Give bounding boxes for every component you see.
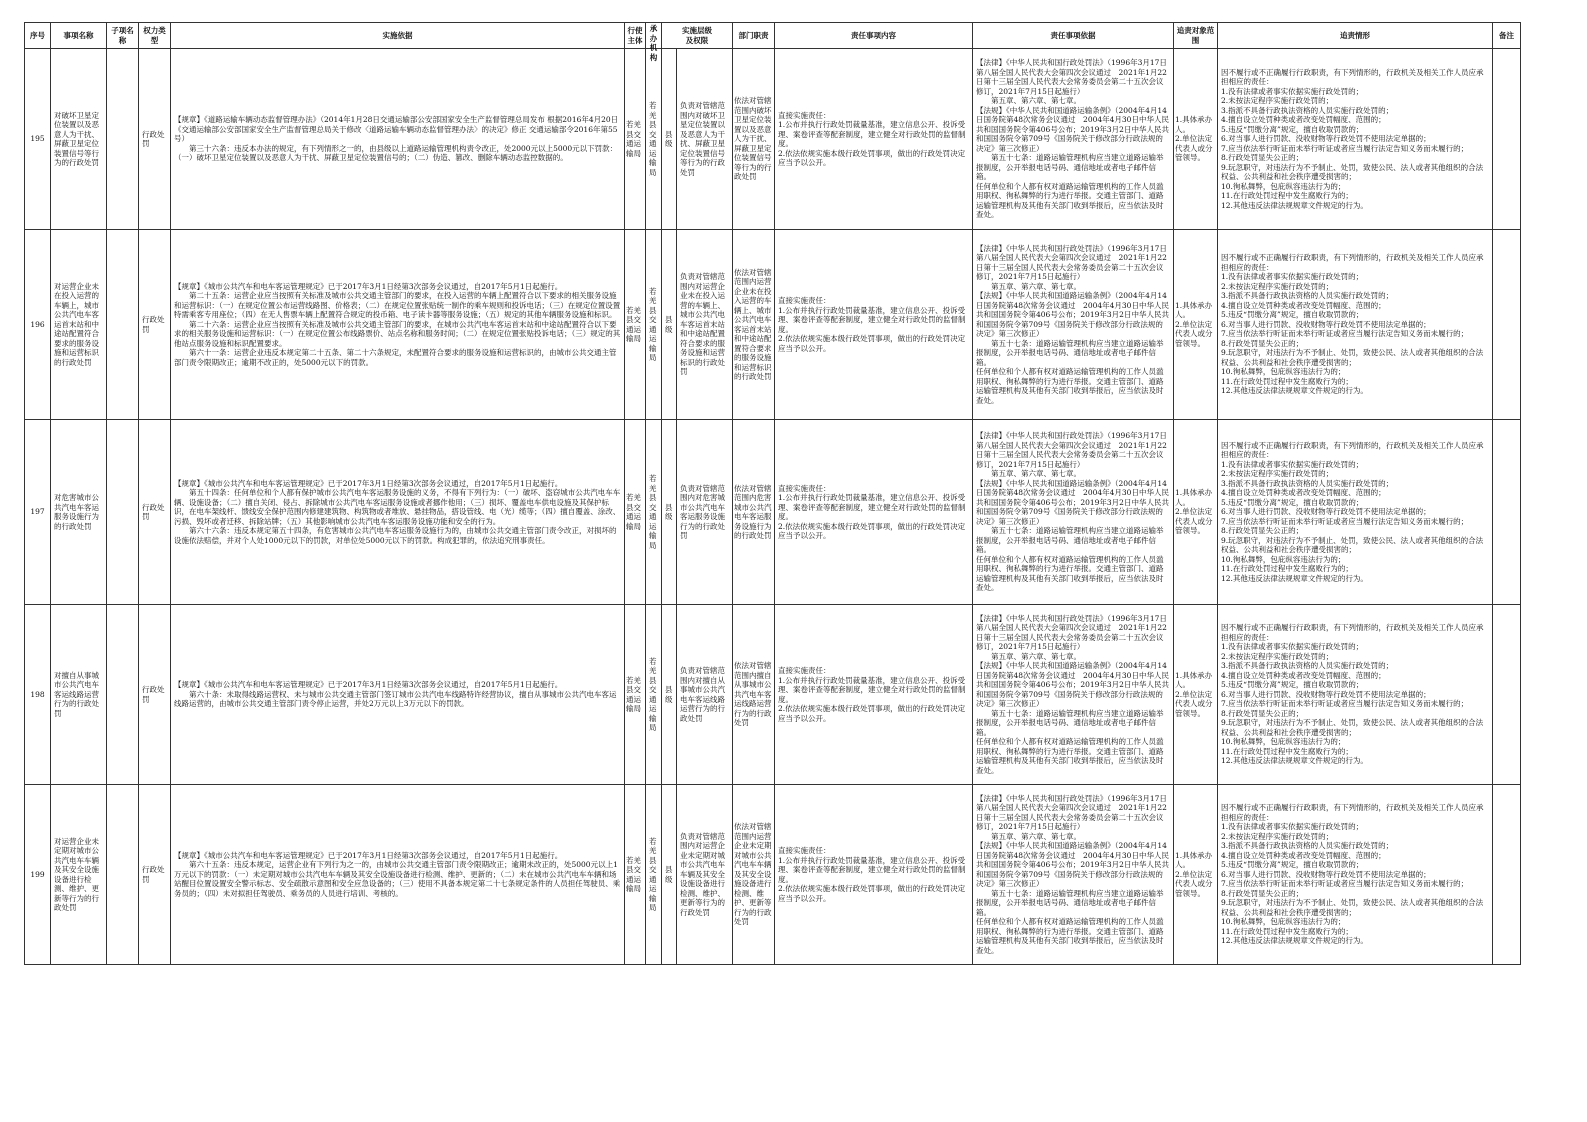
cell-legal-basis-text: 【规章】《城市公共汽车和电车客运管理规定》已于2017年3月1日经第3次部务会议通过，自2017年5月1日起施行。 第六十条：未取得线路运营权、未与城市公共交通主管部门签订城市公共汽电车线路特许经营协议，擅自从事城市公共汽电车客运线路运营的，由城市公共交通主管部门责令停止运营，并处2万元以上3万元以下的罚款。 — [174, 680, 617, 709]
cell-serial-no-text: 196 — [30, 319, 45, 329]
cell-accountability-cases — [1218, 420, 1493, 605]
cell-remarks — [1493, 49, 1521, 230]
cell-implementation-level — [662, 420, 677, 605]
cell-accountability-target-text: 1.具体承办人。 2.单位法定代表人或分管领导。 — [1175, 850, 1213, 898]
table-row — [25, 785, 1521, 965]
cell-responsibility-basis-text: 【法律】《中华人民共和国行政处罚法》（1996年3月17日第八届全国人民代表大会第四次会议通过 2021年1月22日第十三届全国人民代表大会常务委员会第二十五次会议修订，2021年7月15日起施行） 第五章、第六章、第七章。 【法规】《中华人民共和国道路运输条例》（2004年4月14日国务院第48次常务会议通过 2004年4月30日中华人民共和国国务院令第406号公布；2019年3月2日中华人民共和国国务院令第709号《国务院关于修改部分行政法规的决定》第三次修正） 第五十七条：道路运输管理机构应当建立道路运输举报制度，公开举报电话号码、通信地址或者电子邮件信箱。 任何单位和个人都有权对道路运输管理机构的工作人员滥用职权、徇私舞弊的行为进行举报。交通主管部门、道路运输管理机构及其他有关部门收到举报后，应当依法及时查处。 — [976, 243, 1169, 405]
header-handling-office — [646, 23, 662, 62]
cell-responsibility-content-text: 直接实施责任： 1.公布并执行行政处罚裁量基准，建立信息公开、投诉受理、案卷评查等配套制度，建立健全对行政处罚的监督制度。 2.依法依规实施本级行政处罚事项，做出的行政处罚决定应当予以公开。 — [778, 846, 966, 903]
cell-authority-scope — [677, 49, 733, 230]
cell-power-type — [139, 230, 171, 420]
cell-power-type — [139, 605, 171, 785]
cell-responsibility-content-text: 直接实施责任： 1.公布并执行行政处罚裁量基准，建立信息公开、投诉受理、案卷评查等配套制度，建立健全对行政处罚的监督制度。 2.依法依规实施本级行政处罚事项，做出的行政处罚决定应当予以公开。 — [778, 483, 966, 540]
cell-legal-basis-text: 【规章】《城市公共汽车和电车客运管理规定》已于2017年3月1日经第3次部务会议通过，自2017年5月1日起施行。 第六十五条：违反本规定，运营企业有下列行为之一的，由城市公共交通主管部门责令限期改正；逾期未改正的，处5000元以上1万元以下的罚款：（一）未定期对城市公共汽电车车辆及其安全设施设备进行检测、维护、更新的；（二）未在城市公共汽电车车辆和场站醒目位置设置安全警示标志、安全疏散示意图和安全应急设备的；（三）使用不具备本规定第二十七条规定条件的人员担任驾驶员、乘务员的；（四）未对拟担任驾驶员、乘务员的人员进行培训、考核的。 — [174, 850, 621, 898]
cell-sub-item — [107, 785, 139, 965]
cell-responsibility-content — [775, 785, 973, 965]
cell-accountability-target — [1174, 420, 1218, 605]
cell-handling-office-text: 若羌县交通运输局 — [649, 836, 657, 912]
cell-responsibility-content-text: 直接实施责任： 1.公布并执行行政处罚裁量基准，建立信息公开、投诉受理、案卷评查等配套制度，建立健全对行政处罚的监督制度。 2.依法依规实施本级行政处罚事项，做出的行政处罚决定应当予以公开。 — [778, 666, 966, 723]
cell-implementation-level — [662, 49, 677, 230]
cell-handling-office — [646, 785, 662, 965]
cell-serial-no — [25, 230, 51, 420]
cell-serial-no — [25, 605, 51, 785]
header-accountability-target — [1174, 23, 1218, 49]
cell-responsibility-basis-text: 【法律】《中华人民共和国行政处罚法》（1996年3月17日第八届全国人民代表大会第四次会议通过 2021年1月22日第十三届全国人民代表大会常务委员会第二十五次会议修订，2021年7月15日起施行） 第五章、第六章、第七章。 【法规】《中华人民共和国道路运输条例》（2004年4月14日国务院第48次常务会议通过 2004年4月30日中华人民共和国国务院令第406号公布；2019年3月2日中华人民共和国国务院令第709号《国务院关于修改部分行政法规的决定》第三次修正） 第五十七条：道路运输管理机构应当建立道路运输举报制度，公开举报电话号码、通信地址或者电子邮件信箱。 任何单位和个人都有权对道路运输管理机构的工作人员滥用职权、徇私舞弊的行为进行举报。交通主管部门、道路运输管理机构及其他有关部门收到举报后，应当依法及时查处。 — [976, 613, 1169, 775]
cell-sub-item — [107, 605, 139, 785]
cell-executing-body-text: 若羌县交通运输局 — [626, 675, 641, 713]
cell-responsibility-content-text: 直接实施责任： 1.公布并执行行政处罚裁量基准，建立信息公开、投诉受理、案卷评查等配套制度，建立健全对行政处罚的监督制度。 2.依法依规实施本级行政处罚事项，做出的行政处罚决定应当予以公开。 — [778, 110, 966, 167]
cell-serial-no — [25, 420, 51, 605]
cell-implementation-level-text: 县级 — [665, 685, 673, 704]
header-legal-basis-label: 实施依据 — [382, 30, 413, 40]
cell-department-duty-text: 依法对管辖范围内运营企业未定期对城市公共汽电车车辆及其安全设施设备进行检测、维护、更新等行为的行政处罚 — [734, 822, 772, 927]
cell-accountability-cases-text: 因不履行或不正确履行行政职责，有下列情形的，行政机关及相关工作人员应承担相应的责任： 1.没有法律或者事实依据实施行政处罚的； 2.未按法定程序实施行政处罚的； 3.指派不具备行政执法资格的人员实施行政处罚的； 4.擅自设立处罚种类或者改变处罚幅度、范围的； 5.违反“罚缴分离”规定，擅自收取罚款的； 6.对当事人进行罚款、没收财物等行政处罚不使用法定单据的； 7.应当依法举行听证而未举行听证或者应当履行法定告知义务而未履行的； 8.行政处罚显失公正的； 9.玩忽职守，对违法行为不予制止、处罚，致使公民、法人或者其他组织的合法权益、公共利益和社会秩序遭受损害的； 10.徇私舞弊，包庇纵容违法行为的； 11.在行政处罚过程中发生腐败行为的； 12.其他违反法律法规规章文件规定的行为。 — [1221, 67, 1484, 210]
cell-responsibility-content — [775, 420, 973, 605]
cell-serial-no-text: 197 — [30, 507, 45, 517]
cell-handling-office-text: 若羌县交通运输局 — [649, 656, 657, 732]
cell-serial-no-text: 198 — [30, 689, 45, 699]
header-remarks-label: 备注 — [1499, 30, 1514, 40]
cell-authority-scope-text: 负责对管辖范围内对破坏卫星定位装置以及恶意人为干扰、屏蔽卫星定位装置信号等行为的行政处罚 — [680, 101, 725, 177]
cell-sub-item — [107, 420, 139, 605]
cell-authority-scope-text: 负责对管辖范围内对运营企业未在投入运营的车辆上、城市公共汽电车客运首末站和中途站配置符合要求的服务设施和运营标识的行政处罚 — [680, 272, 725, 377]
cell-item-name — [51, 785, 107, 965]
cell-power-type — [139, 420, 171, 605]
cell-accountability-cases — [1218, 605, 1493, 785]
cell-remarks — [1493, 230, 1521, 420]
header-accountability-cases-label: 追责情形 — [1340, 30, 1370, 40]
cell-legal-basis — [171, 420, 625, 605]
cell-accountability-target-text: 1.具体承办人。 2.单位法定代表人或分管领导。 — [1175, 115, 1213, 163]
cell-responsibility-basis — [973, 605, 1174, 785]
cell-department-duty — [733, 49, 775, 230]
cell-executing-body — [625, 605, 646, 785]
header-accountability-target-label: 追责对象范围 — [1176, 26, 1215, 45]
cell-accountability-cases-text: 因不履行或不正确履行行政职责，有下列情形的，行政机关及相关工作人员应承担相应的责任： 1.没有法律或者事实依据实施行政处罚的； 2.未按法定程序实施行政处罚的； 3.指派不具备行政执法资格的人员实施行政处罚的； 4.擅自设立处罚种类或者改变处罚幅度、范围的； 5.违反“罚缴分离”规定，擅自收取罚款的； 6.对当事人进行罚款、没收财物等行政处罚不使用法定单据的； 7.应当依法举行听证而未举行听证或者应当履行法定告知义务而未履行的； 8.行政处罚显失公正的； 9.玩忽职守，对违法行为不予制止、处罚，致使公民、法人或者其他组织的合法权益、公共利益和社会秩序遭受损害的； 10.徇私舞弊，包庇纵容违法行为的； 11.在行政处罚过程中发生腐败行为的； 12.其他违反法律法规规章文件规定的行为。 — [1221, 440, 1484, 583]
cell-authority-scope — [677, 230, 733, 420]
cell-accountability-target-text: 1.具体承办人。 2.单位法定代表人或分管领导。 — [1175, 670, 1213, 718]
cell-legal-basis-text: 【规章】《城市公共汽车和电车客运管理规定》已于2017年3月1日经第3次部务会议通过，自2017年5月1日起施行。 第五十四条：任何单位和个人都有保护城市公共汽电车客运服务设施的义务，不得有下列行为：（一）破坏、盗窃城市公共汽电车车辆、设施设备；（二）擅自关闭、侵占、拆除城市公共汽电车客运服务设施或者挪作他用；（三）损坏、覆盖电车供电设施及其保护标识，在电车架线杆、馈线安全保护范围内修建建筑物、构筑物或者堆放、悬挂物品，搭设管线、电（光）缆等；（四）擅自覆盖、涂改、污损、毁坏或者迁移、拆除站牌；（五）其他影响城市公共汽电车客运服务设施功能和安全的行为。 第六十六条：违反本规定第五十四条，有危害城市公共汽电车客运服务设施行为的，由城市公共交通主管部门责令改正，对损坏的设施依法赔偿，并对个人处1000元以下的罚款，对单位处5000元以下的罚款。构成犯罪的，依法追究刑事责任。 — [174, 478, 621, 545]
cell-item-name-text: 对危害城市公共汽电车客运服务设施行为的行政处罚 — [54, 493, 99, 531]
header-item-name-label: 事项名称 — [63, 30, 94, 40]
table-row — [25, 420, 1521, 605]
cell-implementation-level — [662, 785, 677, 965]
cell-sub-item — [107, 230, 139, 420]
header-item-name — [51, 23, 107, 49]
header-remarks — [1493, 23, 1521, 49]
cell-handling-office — [646, 605, 662, 785]
cell-serial-no — [25, 49, 51, 230]
cell-authority-scope-text: 负责对管辖范围内对运营企业未定期对城市公共汽电车车辆及其安全设施设备进行检测、维护、更新等行为的行政处罚 — [680, 831, 725, 917]
cell-implementation-level — [662, 230, 677, 420]
cell-implementation-level-text: 县级 — [665, 865, 673, 884]
cell-handling-office — [646, 49, 662, 230]
cell-serial-no-text: 195 — [30, 134, 45, 144]
cell-responsibility-basis — [973, 49, 1174, 230]
cell-item-name — [51, 420, 107, 605]
header-sub-item-label: 子项名称 — [111, 26, 134, 45]
cell-executing-body-text: 若羌县交通运输局 — [626, 305, 641, 343]
cell-implementation-level-text: 县级 — [665, 129, 673, 148]
cell-department-duty-text: 依法对管辖范围内危害城市公共汽电车客运服务设施行为的行政处罚 — [734, 483, 772, 540]
table-row — [25, 605, 1521, 785]
header-serial-no — [25, 23, 51, 49]
cell-handling-office-text: 若羌县交通运输局 — [649, 474, 657, 550]
cell-accountability-target-text: 1.具体承办人。 2.单位法定代表人或分管领导。 — [1175, 488, 1213, 536]
cell-executing-body — [625, 230, 646, 420]
cell-remarks — [1493, 420, 1521, 605]
table-row — [25, 230, 1521, 420]
cell-accountability-target — [1174, 605, 1218, 785]
cell-responsibility-content — [775, 49, 973, 230]
cell-responsibility-content-text: 直接实施责任： 1.公布并执行行政处罚裁量基准，建立信息公开、投诉受理、案卷评查等配套制度，建立健全对行政处罚的监督制度。 2.依法依规实施本级行政处罚事项，做出的行政处罚决定应当予以公开。 — [778, 296, 966, 353]
cell-handling-office — [646, 230, 662, 420]
cell-department-duty — [733, 605, 775, 785]
cell-item-name — [51, 49, 107, 230]
cell-serial-no-text: 199 — [30, 869, 45, 879]
cell-accountability-cases — [1218, 785, 1493, 965]
header-serial-no-label: 序号 — [30, 30, 45, 40]
header-row — [25, 23, 1521, 49]
cell-executing-body — [625, 420, 646, 605]
cell-power-type — [139, 49, 171, 230]
cell-handling-office — [646, 420, 662, 605]
cell-responsibility-basis — [973, 420, 1174, 605]
cell-handling-office-text: 若羌县交通运输局 — [649, 101, 657, 177]
cell-executing-body-text: 若羌县交通运输局 — [626, 493, 641, 531]
header-responsibility-content-label: 责任事项内容 — [851, 30, 896, 40]
header-responsibility-basis — [973, 23, 1174, 49]
header-department-duty — [733, 23, 775, 49]
cell-executing-body-text: 若羌县交通运输局 — [626, 120, 641, 158]
cell-item-name — [51, 605, 107, 785]
penalty-items-table — [24, 22, 1521, 965]
cell-accountability-target — [1174, 49, 1218, 230]
cell-legal-basis — [171, 605, 625, 785]
cell-department-duty-text: 依法对管辖范围内破坏卫星定位装置以及恶意人为干扰、屏蔽卫星定位装置信号等行为的行政处罚 — [734, 96, 772, 182]
cell-authority-scope — [677, 785, 733, 965]
cell-item-name-text: 对擅自从事城市公共汽电车客运线路运营行为的行政处罚 — [54, 670, 99, 718]
cell-department-duty — [733, 230, 775, 420]
header-accountability-cases — [1218, 23, 1493, 49]
header-power-type — [139, 23, 171, 49]
cell-responsibility-basis-text: 【法律】《中华人民共和国行政处罚法》（1996年3月17日第八届全国人民代表大会第四次会议通过 2021年1月22日第十三届全国人民代表大会常务委员会第二十五次会议修订，2021年7月15日起施行） 第五章、第六章、第七章。 【法规】《中华人民共和国道路运输条例》（2004年4月14日国务院第48次常务会议通过 2004年4月30日中华人民共和国国务院令第406号公布；2019年3月2日中华人民共和国国务院令第709号《国务院关于修改部分行政法规的决定》第三次修正） 第五十七条：道路运输管理机构应当建立道路运输举报制度，公开举报电话号码、通信地址或者电子邮件信箱。 任何单位和个人都有权对道路运输管理机构的工作人员滥用职权、徇私舞弊的行为进行举报。交通主管部门、道路运输管理机构及其他有关部门收到举报后，应当依法及时查处。 — [976, 793, 1169, 955]
cell-responsibility-basis — [973, 785, 1174, 965]
cell-accountability-target — [1174, 230, 1218, 420]
cell-department-duty — [733, 420, 775, 605]
cell-legal-basis-text: 【规章】《道路运输车辆动态监督管理办法》（2014年1月28日交通运输部公安部国家安全生产监督管理总局发布 根据2016年4月20日《交通运输部公安部国家安全生产监督管理总局关于修改〈道路运输车辆动态监督管理办法〉的决定》修正 交通运输部令2016年第55号） 第三十六条：违反本办法的规定，有下列情形之一的，由县级以上道路运输管理机构责令改正，处2000元以上5000元以下罚款：（一）破坏卫星定位装置以及恶意人为干扰、屏蔽卫星定位装置信号的；（二）伪造、篡改、删除车辆动态监控数据的。 — [174, 115, 619, 163]
table-row — [25, 49, 1521, 230]
cell-power-type-text: 行政处罚 — [142, 129, 165, 148]
header-executing-body-label: 行使主体 — [627, 26, 643, 45]
cell-executing-body — [625, 785, 646, 965]
cell-responsibility-basis-text: 【法律】《中华人民共和国行政处罚法》（1996年3月17日第八届全国人民代表大会第四次会议通过 2021年1月22日第十三届全国人民代表大会常务委员会第二十五次会议修订，2021年7月15日起施行） 第五章、第六章、第七章。 【法规】《中华人民共和国道路运输条例》（2004年4月14日国务院第48次常务会议通过 2004年4月30日中华人民共和国国务院令第406号公布；2019年3月2日中华人民共和国国务院令第709号《国务院关于修改部分行政法规的决定》第三次修正） 第五十七条：道路运输管理机构应当建立道路运输举报制度，公开举报电话号码、通信地址或者电子邮件信箱。 任何单位和个人都有权对道路运输管理机构的工作人员滥用职权、徇私舞弊的行为进行举报。交通主管部门、道路运输管理机构及其他有关部门收到举报后，应当依法及时查处。 — [976, 58, 1169, 220]
cell-legal-basis — [171, 785, 625, 965]
header-level-scope — [662, 23, 733, 49]
header-department-duty-label: 部门职责 — [738, 30, 769, 40]
cell-item-name — [51, 230, 107, 420]
cell-remarks — [1493, 785, 1521, 965]
header-power-type-label: 权力类型 — [143, 26, 166, 45]
header-executing-body — [625, 23, 646, 49]
cell-item-name-text: 对破坏卫星定位装置以及恶意人为干扰、屏蔽卫星定位装置信号等行为的行政处罚 — [54, 110, 99, 167]
cell-implementation-level-text: 县级 — [665, 502, 673, 521]
cell-remarks — [1493, 605, 1521, 785]
cell-sub-item — [107, 49, 139, 230]
cell-item-name-text: 对运营企业未在投入运营的车辆上，城市公共汽电车客运首末站和中途站配置符合要求的服务设施和运营标识的行政处罚 — [54, 281, 99, 367]
cell-legal-basis-text: 【规章】《城市公共汽车和电车客运管理规定》已于2017年3月1日经第3次部务会议通过，自2017年5月1日起施行。 第二十五条：运营企业应当按照有关标准及城市公共交通主管部门的要求，在投入运营的车辆上配置符合以下要求的相关服务设施和运营标识：（一）在规定位置公布运营线路图、价格表；（二）在规定位置张贴统一制作的乘车规则和投诉电话；（三）在规定位置设置特需乘客专用座位；（四）在无人售票车辆上配置符合规定的投币箱、电子读卡器等服务设施；（五）规定的其他车辆服务设施和标识。 第二十六条：运营企业应当按照有关标准及城市公共交通主管部门的要求，在城市公共汽电车客运首末站和中途站配置符合以下要求的相关服务设施和运营标识：（一）在规定位置公布线路票价、站点名称和服务时间；（二）在规定位置张贴投诉电话；（三）规定的其他站点服务设施和标识配置要求。 第六十一条：运营企业违反本规定第二十五条、第二十六条规定，未配置符合要求的服务设施和运营标识的，由城市公共交通主管部门责令限期改正；逾期不改正的，处5000元以下的罚款。 — [174, 281, 621, 367]
cell-responsibility-content — [775, 230, 973, 420]
cell-power-type-text: 行政处罚 — [142, 315, 165, 334]
cell-accountability-cases-text: 因不履行或不正确履行行政职责，有下列情形的，行政机关及相关工作人员应承担相应的责任： 1.没有法律或者事实依据实施行政处罚的； 2.未按法定程序实施行政处罚的； 3.指派不具备行政执法资格的人员实施行政处罚的； 4.擅自设立处罚种类或者改变处罚幅度、范围的； 5.违反“罚缴分离”规定，擅自收取罚款的； 6.对当事人进行罚款、没收财物等行政处罚不使用法定单据的； 7.应当依法举行听证而未举行听证或者应当履行法定告知义务而未履行的； 8.行政处罚显失公正的； 9.玩忽职守，对违法行为不予制止、处罚，致使公民、法人或者其他组织的合法权益、公共利益和社会秩序遭受损害的； 10.徇私舞弊，包庇纵容违法行为的； 11.在行政处罚过程中发生腐败行为的； 12.其他违反法律法规规章文件规定的行为。 — [1221, 253, 1484, 396]
cell-power-type-text: 行政处罚 — [142, 865, 165, 884]
cell-executing-body-text: 若羌县交通运输局 — [626, 855, 641, 893]
cell-accountability-cases-text: 因不履行或不正确履行行政职责，有下列情形的，行政机关及相关工作人员应承担相应的责任： 1.没有法律或者事实依据实施行政处罚的； 2.未按法定程序实施行政处罚的； 3.指派不具备行政执法资格的人员实施行政处罚的； 4.擅自设立处罚种类或者改变处罚幅度、范围的； 5.违反“罚缴分离”规定，擅自收取罚款的； 6.对当事人进行罚款、没收财物等行政处罚不使用法定单据的； 7.应当依法举行听证而未举行听证或者应当履行法定告知义务而未履行的； 8.行政处罚显失公正的； 9.玩忽职守，对违法行为不予制止、处罚，致使公民、法人或者其他组织的合法权益、公共利益和社会秩序遭受损害的； 10.徇私舞弊，包庇纵容违法行为的； 11.在行政处罚过程中发生腐败行为的； 12.其他违反法律法规规章文件规定的行为。 — [1221, 803, 1484, 946]
cell-item-name-text: 对运营企业未定期对城市公共汽电车车辆及其安全设施设备进行检测、维护、更新等行为的行政处罚 — [54, 836, 99, 912]
cell-power-type-text: 行政处罚 — [142, 685, 165, 704]
cell-department-duty-text: 依法对管辖范围内擅自从事城市公共汽电车客运线路运营行为的行政处罚 — [734, 661, 772, 728]
cell-accountability-cases — [1218, 49, 1493, 230]
cell-executing-body — [625, 49, 646, 230]
cell-accountability-target — [1174, 785, 1218, 965]
cell-power-type-text: 行政处罚 — [142, 502, 165, 521]
cell-legal-basis — [171, 49, 625, 230]
cell-authority-scope — [677, 420, 733, 605]
cell-authority-scope-text: 负责对管辖范围内对危害城市公共汽电车客运服务设施行为的行政处罚 — [680, 483, 725, 540]
cell-accountability-cases-text: 因不履行或不正确履行行政职责，有下列情形的，行政机关及相关工作人员应承担相应的责任： 1.没有法律或者事实依据实施行政处罚的； 2.未按法定程序实施行政处罚的； 3.指派不具备行政执法资格的人员实施行政处罚的； 4.擅自设立处罚种类或者改变处罚幅度、范围的； 5.违反“罚缴分离”规定，擅自收取罚款的； 6.对当事人进行罚款、没收财物等行政处罚不使用法定单据的； 7.应当依法举行听证而未举行听证或者应当履行法定告知义务而未履行的； 8.行政处罚显失公正的； 9.玩忽职守，对违法行为不予制止、处罚，致使公民、法人或者其他组织的合法权益、公共利益和社会秩序遭受损害的； 10.徇私舞弊，包庇纵容违法行为的； 11.在行政处罚过程中发生腐败行为的； 12.其他违反法律法规规章文件规定的行为。 — [1221, 623, 1484, 766]
cell-handling-office-text: 若羌县交通运输局 — [649, 286, 657, 362]
header-responsibility-content — [775, 23, 973, 49]
cell-serial-no — [25, 785, 51, 965]
cell-responsibility-content — [775, 605, 973, 785]
cell-responsibility-basis — [973, 230, 1174, 420]
cell-power-type — [139, 785, 171, 965]
cell-department-duty-text: 依法对管辖范围内运营企业未在投入运营的车辆上、城市公共汽电车客运首末站和中途站配置符合要求的服务设施和运营标识的行政处罚 — [734, 267, 772, 381]
cell-department-duty — [733, 785, 775, 965]
header-sub-item — [107, 23, 139, 49]
cell-authority-scope — [677, 605, 733, 785]
header-legal-basis — [171, 23, 625, 49]
cell-accountability-cases — [1218, 230, 1493, 420]
cell-responsibility-basis-text: 【法律】《中华人民共和国行政处罚法》（1996年3月17日第八届全国人民代表大会第四次会议通过 2021年1月22日第十三届全国人民代表大会常务委员会第二十五次会议修订，2021年7月15日起施行） 第五章、第六章、第七章。 【法规】《中华人民共和国道路运输条例》（2004年4月14日国务院第48次常务会议通过 2004年4月30日中华人民共和国国务院令第406号公布；2019年3月2日中华人民共和国国务院令第709号《国务院关于修改部分行政法规的决定》第三次修正） 第五十七条：道路运输管理机构应当建立道路运输举报制度，公开举报电话号码、通信地址或者电子邮件信箱。 任何单位和个人都有权对道路运输管理机构的工作人员滥用职权、徇私舞弊的行为进行举报。交通主管部门、道路运输管理机构及其他有关部门收到举报后，应当依法及时查处。 — [976, 431, 1169, 593]
table-body — [25, 49, 1521, 965]
cell-accountability-target-text: 1.具体承办人。 2.单位法定代表人或分管领导。 — [1175, 300, 1213, 348]
header-responsibility-basis-label: 责任事项依据 — [1050, 30, 1096, 40]
cell-implementation-level-text: 县级 — [665, 315, 673, 334]
cell-legal-basis — [171, 230, 625, 420]
header-handling-office-label: 承办机构 — [649, 24, 658, 62]
cell-authority-scope-text: 负责对管辖范围内对擅自从事城市公共汽电车客运线路运营行为的行政处罚 — [680, 666, 725, 723]
header-level-scope-label: 实施层级及权限 — [682, 26, 712, 45]
cell-implementation-level — [662, 605, 677, 785]
